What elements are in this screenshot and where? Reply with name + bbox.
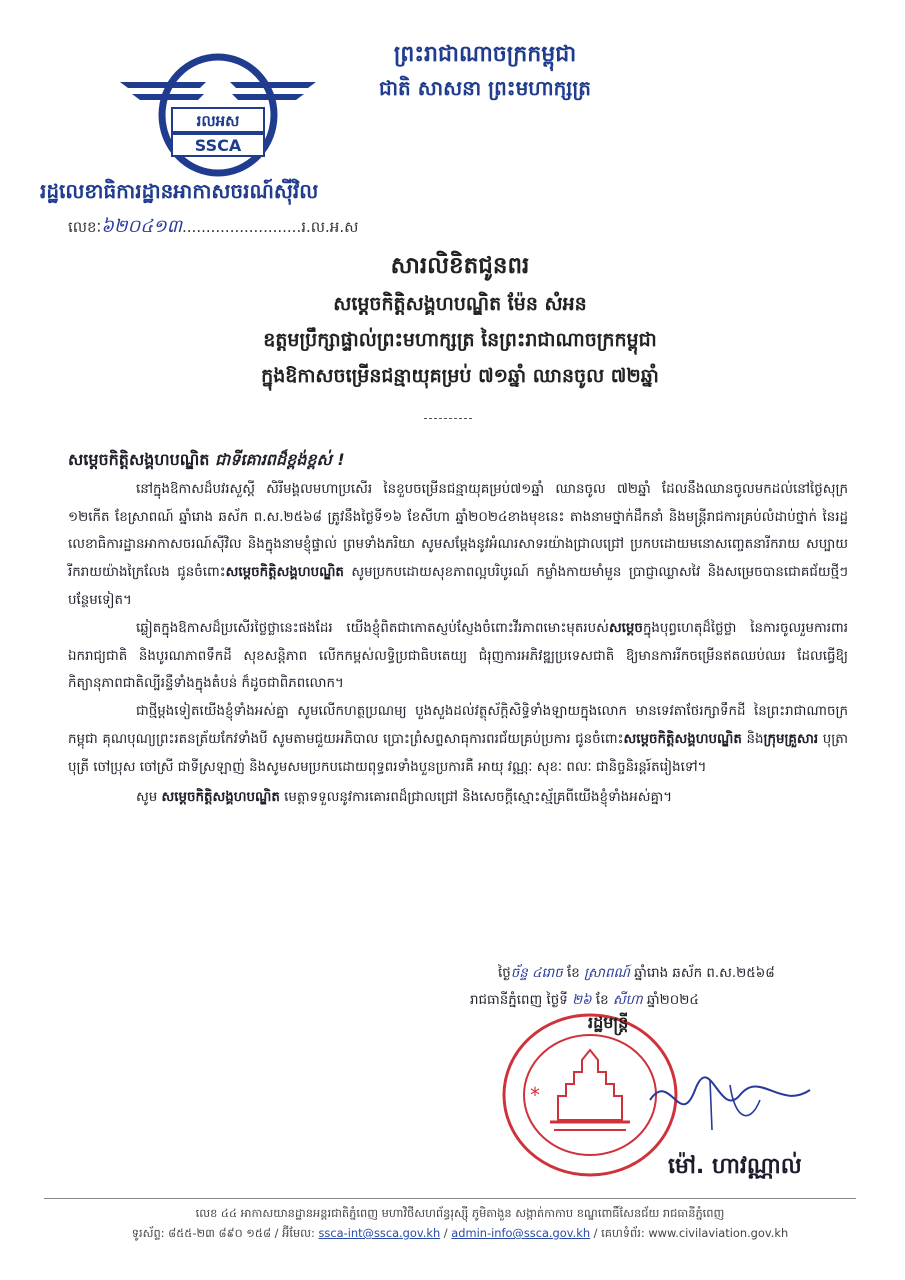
footer-divider bbox=[44, 1198, 856, 1199]
closing-line bbox=[68, 784, 848, 812]
logo-latin-text: SSCA bbox=[194, 136, 242, 155]
svg-text:*: * bbox=[530, 1083, 540, 1107]
footer-web-label: / គេហទំព័រ: bbox=[590, 1226, 649, 1240]
handwritten-signature bbox=[640, 1060, 840, 1140]
closing-end: មេត្តាទទួលនូវការគោរពដ៏ជ្រាលជ្រៅ និងសេចក្តីស្មោះស្ម័គ្រពីយើងខ្ញុំទាំងអស់គ្នា។ bbox=[279, 789, 673, 805]
closing-bold: សម្តេចកិត្តិសង្គហបណ្ឌិត bbox=[161, 789, 280, 805]
ssca-emblem-icon bbox=[118, 50, 318, 180]
department-name: រដ្ឋលេខាធិការដ្ឋានអាកាសចរណ៍ស៊ីវិល bbox=[40, 179, 319, 203]
paragraph-1-end: សូមប្រកបដោយសុខភាពល្អបរិបូរណ៍ កម្លាំងកាយមាំមួន ប្រាជ្ញាឈ្លាសវៃ និងសម្រេចបានជោគជ័យថ្មីៗបន្ថែមទៀត។ bbox=[68, 565, 848, 608]
lunar-day-label: ថ្ងៃ bbox=[498, 966, 511, 981]
paragraph-1-bold: សម្តេចកិត្តិសង្គហបណ្ឌិត bbox=[225, 565, 344, 581]
paragraph-3-end: បុត្រា បុត្រី ចៅប្រុស ចៅស្រី ជាទីស្រឡាញ់ និងសូមសមប្រកបដោយពុទ្ធពរទាំងបួនប្រការគឺ អាយុ វណ្ណៈ សុខៈ ពលៈ ជានិច្ចនិរន្តរ៍តរៀងទៅ។ bbox=[68, 731, 848, 775]
recipient-name: សម្តេចកិត្តិសង្គហបណ្ឌិត ម៉ែន សំអន bbox=[333, 293, 587, 315]
footer-phone: ទូរស័ព្ទ: ៨៥៥-២៣ ៨៩០ ១៥៨ / អ៊ីមែល: bbox=[131, 1226, 319, 1240]
solar-day: ២៦ bbox=[572, 993, 592, 1008]
footer-contacts bbox=[60, 1226, 860, 1243]
paragraph-3-text: ជាថ្មីម្តងទៀតយើងខ្ញុំទាំងអស់គ្នា សូមលើកហត្ថប្រណម្យ បួងសួងដល់វត្ថុស័ក្តិសិទ្ធិទាំងឡាយក្នុងលោក មានទេវតាថែរក្សាទឹកដី នៃព្រះរាជាណាចក្រកម្ពុជា គុណបុណ្យព្រះរតនត្រ័យកែវទាំងបី សូមតាមជួយអភិបាល ប្រោះព្រំសព្ទសាធុការពរជ័យគ្រប់ប្រការ ជូនចំពោះ bbox=[68, 704, 848, 747]
paragraph-1-text: នៅក្នុងឱកាសដ៏បវរសួស្តី សិរីមង្គលមហាប្រសើរ នៃខួបចម្រើនជន្មាយុគម្រប់៧១ឆ្នាំ ឈានចូល ៧២ឆ្នាំ ដែលនឹងឈានចូលមកដល់នៅថ្ងៃសុក្រ ១២កើត ខែស្រាពណ៍ ឆ្នាំរោង ឆស័ក ព.ស.២៥៦៨ ត្រូវនឹងថ្ងៃទី១៦ ខែសីហា ឆ្នាំ២០២៤ខាងមុខនេះ តាងនាមថ្នាក់ដឹកនាំ និងមន្ត្រីរាជការគ្រប់លំដាប់ថ្នាក់ នៃរដ្ឋលេខាធិការដ្ឋានអាកាសចរណ៍ស៊ីវិល និងក្នុងនាមខ្ញុំផ្ទាល់ ព្រមទាំងភរិយា សូមសម្តែងនូវអំណរសាទរយ៉ាងជ្រាលជ្រៅ ប្រកបដោយមនោសញ្ចេតនារីករាយ សប្បាយរីករាយយ៉ាងក្រៃលែង ជូនចំពោះ bbox=[68, 481, 848, 581]
signatory-name: ម៉ៅ. ហាវណ្ណាល់ bbox=[668, 1154, 802, 1179]
solar-year: ឆ្នាំ២០២៤ bbox=[642, 993, 699, 1008]
closing-pre: សូម bbox=[136, 789, 162, 805]
ref-label: លេខៈ bbox=[68, 218, 102, 236]
paragraph-3-mid: និង bbox=[741, 731, 764, 747]
paragraph-2-bold: សម្តេច bbox=[608, 620, 643, 636]
ref-number-handwritten: ៦២០៤១៣ bbox=[101, 216, 183, 237]
lunar-year: ឆ្នាំរោង ឆស័ក ព.ស.២៥៦៨ bbox=[629, 966, 775, 981]
paragraph-3-bold-2: ក្រុមគ្រួសារ bbox=[763, 731, 819, 747]
recipient-position: ឧត្តមប្រឹក្សាផ្ទាល់ព្រះមហាក្សត្រ នៃព្រះរាជាណាចក្រកម្ពុជា bbox=[263, 329, 657, 351]
lunar-month-label: ខែ bbox=[562, 966, 585, 981]
solar-month: សីហា bbox=[612, 993, 643, 1008]
paragraph-3 bbox=[68, 698, 848, 781]
website-link[interactable]: www.civilaviation.gov.kh bbox=[648, 1226, 789, 1240]
lunar-day: ច័ន្ទ ៤រោច bbox=[510, 966, 563, 981]
logo-khmer-text: រលអស bbox=[196, 112, 240, 130]
ssca-logo bbox=[118, 50, 318, 180]
salutation-honorific: ជាទីគោរពដ៏ខ្ពង់ខ្ពស់ ! bbox=[214, 450, 345, 469]
email-link-intl[interactable]: ssca-int@ssca.gov.kh bbox=[318, 1226, 441, 1240]
letter-titles bbox=[120, 246, 800, 394]
occasion-line: ក្នុងឱកាសចម្រើនជន្មាយុគម្រប់ ៧១ឆ្នាំ ឈានចូល ៧២ឆ្នាំ bbox=[261, 365, 659, 387]
footer-separator: / bbox=[440, 1226, 452, 1240]
letter-title: សារលិខិតជូនពរ bbox=[390, 253, 530, 279]
paragraph-1 bbox=[68, 476, 848, 615]
reference-number bbox=[68, 214, 358, 241]
ref-suffix: .រ.ល.អ.ស bbox=[296, 218, 359, 236]
email-link-admin[interactable]: admin-info@ssca.gov.kh bbox=[451, 1226, 591, 1240]
salutation-name: សម្តេចកិត្តិសង្គហបណ្ឌិត bbox=[68, 450, 210, 469]
kingdom-name: ព្រះរាជាណាចក្រកម្ពុជា bbox=[393, 42, 577, 67]
place-label: រាជធានីភ្នំពេញ ថ្ងៃទី bbox=[470, 993, 573, 1008]
ref-dots: ........................ bbox=[182, 218, 297, 236]
letter-body bbox=[68, 446, 848, 811]
date-block bbox=[470, 960, 850, 1014]
signatory-title: រដ្ឋមន្ត្រី bbox=[588, 1013, 629, 1032]
lunar-month: ស្រាពណ៍ bbox=[584, 966, 630, 981]
title-divider bbox=[424, 418, 472, 419]
paragraph-2-end: ក្នុងបុព្វហេតុដ៏ថ្លៃថ្លា នៃការចូលរួមការពារឯករាជ្យជាតិ និងបូរណភាពទឹកដី សុខសន្តិភាព លើកកម្ពស់លទ្ធិប្រជាធិបតេយ្យ ជំរុញការអភិវឌ្ឍប្រទេសជាតិ ឱ្យមានការរីកចម្រើនឥតឈប់ឈរ ដែលធ្វើឱ្យកិត្យានុភាពជាតិល្បីរន្ទឺទាំងក្នុងតំបន់ ក៏ដូចជាពិភពលោក។ bbox=[68, 620, 848, 692]
lunar-date bbox=[470, 960, 850, 987]
paragraph-2 bbox=[68, 615, 848, 698]
salutation bbox=[68, 446, 848, 474]
solar-month-label: ខែ bbox=[591, 993, 613, 1008]
national-motto: ជាតិ សាសនា ព្រះមហាក្សត្រ bbox=[379, 76, 591, 100]
paragraph-3-bold-1: សម្តេចកិត្តិសង្គហបណ្ឌិត bbox=[623, 731, 742, 747]
kingdom-header bbox=[320, 38, 650, 104]
paragraph-2-text: ឆ្លៀតក្នុងឱកាសដ៏ប្រសើរថ្លៃថ្លានេះផងដែរ យើងខ្ញុំពិតជាកោតស្ញប់ស្ញែងចំពោះវីរភាពមោះមុតរបស់ bbox=[136, 620, 609, 636]
footer-address: លេខ ៤៤ អាកាសយានដ្ឋានអន្តរជាតិភ្នំពេញ មហាវិថីសហព័ន្ធរុស្ស៊ី ភូមិតាងួន សង្កាត់កាកាប ខណ្ឌពោធិ៍សែនជ័យ រាជធានីភ្នំពេញ bbox=[195, 1206, 725, 1220]
